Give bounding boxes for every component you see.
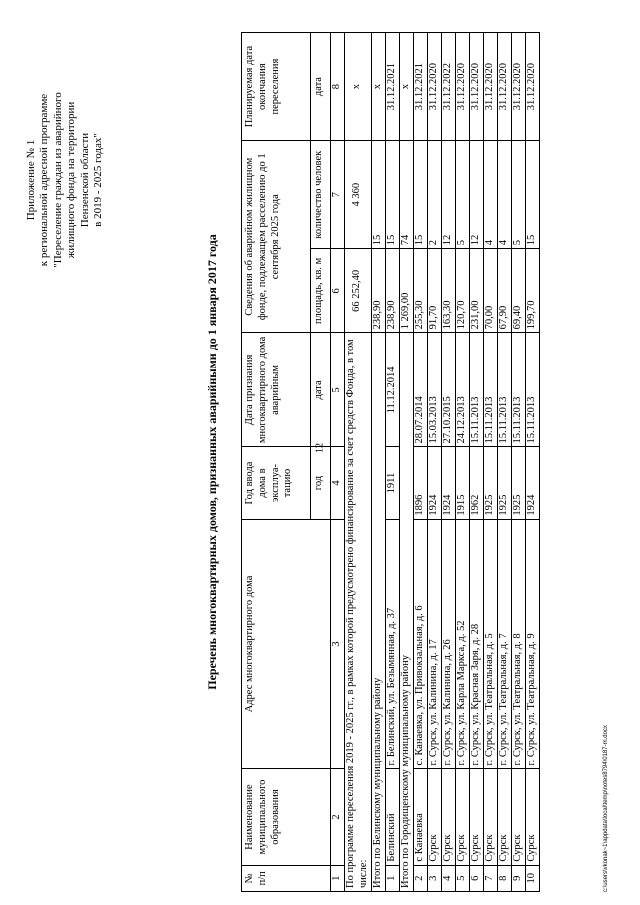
column-number: 3: [331, 519, 345, 769]
row-date: 15.11.2013: [483, 333, 497, 447]
subheader-recognition: дата: [310, 333, 330, 447]
row-people: 4: [497, 141, 511, 249]
belinsky-total-planned: х: [371, 33, 385, 141]
row-people: 15: [413, 141, 427, 249]
row-num: 1: [385, 865, 399, 891]
row-area: 67,90: [497, 249, 511, 333]
gorodishche-total-label: Итого по Городищенскому муниципальному району: [399, 333, 413, 892]
table-row: [427, 33, 441, 892]
row-municipality: Сурск: [497, 769, 511, 865]
row-people: 12: [441, 141, 455, 249]
row-date: 27.10.2015: [441, 333, 455, 447]
row-address: г. Сурск, ул. Красная Заря, д. 28: [469, 519, 483, 769]
row-area: 70,00: [483, 249, 497, 333]
header-recognition: Дата признания многоквартирного дома аварийным: [242, 333, 311, 447]
header-address: Адрес многоквартирного дома: [242, 519, 331, 769]
table-row: [385, 33, 399, 892]
row-area: 69,40: [511, 249, 525, 333]
program-total-people: 4 360: [345, 141, 372, 249]
program-total-planned: х: [345, 33, 372, 141]
row-municipality: с Канаевка: [413, 769, 427, 865]
row-planned: 31.12.2020: [455, 33, 469, 141]
row-year: 1925: [483, 447, 497, 519]
table-row: [413, 33, 427, 892]
table-row: [525, 33, 539, 892]
row-municipality: Белинский: [385, 769, 399, 865]
column-number: 6: [331, 249, 345, 333]
belinsky-total-area: 238,90: [371, 249, 385, 333]
row-address: г. Сурск, ул. Карла Маркса, д. 52: [455, 519, 469, 769]
header-num: № п/п: [242, 865, 331, 891]
houses-table: [241, 32, 540, 892]
column-number: 5: [331, 333, 345, 447]
row-area: 91,70: [427, 249, 441, 333]
table-row: [511, 33, 525, 892]
belinsky-total-label: Итого по Белинскому муниципальному району: [371, 333, 385, 892]
column-number: 4: [331, 447, 345, 519]
header-municipality: Наименование муниципального образования: [242, 769, 331, 865]
row-area: 231,00: [469, 249, 483, 333]
row-date: 15.11.2013: [497, 333, 511, 447]
row-area: 199,70: [525, 249, 539, 333]
page-number: 12: [314, 443, 326, 453]
row-address: г. Сурск, ул. Театральная, д. 7: [497, 519, 511, 769]
row-num: 3: [427, 865, 441, 891]
row-planned: 31.12.2021: [385, 33, 399, 141]
program-total-label: По программе переселения 2019 - 2025 гг., в рамках которой предусмотрено финансирование за счет средств Фонда, в том числе:: [345, 333, 372, 892]
row-year: 1915: [455, 447, 469, 519]
table-row: [497, 33, 511, 892]
row-date: 15.11.2013: [511, 333, 525, 447]
row-date: 28.07.2014: [413, 333, 427, 447]
belinsky-total-people: 15: [371, 141, 385, 249]
row-planned: 31.12.2020: [427, 33, 441, 141]
row-planned: 31.12.2020: [483, 33, 497, 141]
appendix-line: "Переселение граждан из аварийного: [51, 92, 64, 268]
subheader-year: год: [310, 447, 330, 519]
row-address: г. Сурск, ул. Калинина, д. 17: [427, 519, 441, 769]
row-planned: 31.12.2022: [441, 33, 455, 141]
row-area: 163,30: [441, 249, 455, 333]
row-people: 4: [483, 141, 497, 249]
belinsky-total-row: [371, 33, 385, 892]
row-planned: 31.12.2020: [469, 33, 483, 141]
document-title: Перечень многоквартирных домов, признанных аварийными до 1 января 2017 года: [205, 234, 219, 690]
row-num: 2: [413, 865, 427, 891]
row-municipality: Сурск: [441, 769, 455, 865]
row-year: 1925: [511, 447, 525, 519]
row-num: 10: [525, 865, 539, 891]
gorodishche-total-people: 74: [399, 141, 413, 249]
row-num: 7: [483, 865, 497, 891]
row-date: 15.03.2013: [427, 333, 441, 447]
program-total-row: [345, 33, 372, 892]
row-num: 9: [511, 865, 525, 891]
row-year: 1896: [413, 447, 427, 519]
column-number: 2: [331, 769, 345, 865]
table-row: [441, 33, 455, 892]
row-people: 5: [455, 141, 469, 249]
row-address: с. Канаевка, ул. Привокзальная, д. 6: [413, 519, 427, 769]
row-num: 5: [455, 865, 469, 891]
row-area: 238,90: [385, 249, 399, 333]
row-planned: 31.12.2020: [511, 33, 525, 141]
column-number: 7: [331, 141, 345, 249]
header-housing-info: Сведения об аварийном жилищном фонде, подлежащем расселению до 1 сентября 2025 года: [242, 141, 311, 333]
row-municipality: Сурск: [511, 769, 525, 865]
subheader-planned: дата: [310, 33, 330, 141]
appendix-block: [25, 40, 105, 320]
row-planned: 31.12.2020: [497, 33, 511, 141]
rotated-page-content: [15, 32, 615, 892]
row-address: г. Сурск, ул. Театральная, д. 9: [525, 519, 539, 769]
appendix-line: в 2019 - 2025 годах": [92, 133, 105, 227]
row-year: 1924: [427, 447, 441, 519]
header-planned-date: Планируемая дата окончания переселения: [242, 33, 311, 141]
row-area: 255,30: [413, 249, 427, 333]
row-municipality: Сурск: [483, 769, 497, 865]
subheader-people: количество человек: [310, 141, 330, 249]
row-num: 8: [497, 865, 511, 891]
footer-file-path: c:\users\vkonak~1\appdata\local\temp\notes8794\0187-m.docx: [603, 725, 609, 892]
table-row: [469, 33, 483, 892]
appendix-line: жилищного фонда на территории: [65, 101, 78, 259]
row-year: 1924: [525, 447, 539, 519]
appendix-line: к региональной адресной программе: [38, 93, 51, 267]
row-date: 15.11.2013: [525, 333, 539, 447]
subheader-area: площадь, кв. м: [310, 249, 330, 333]
program-total-area: 66 252,40: [345, 249, 372, 333]
row-municipality: Сурск: [455, 769, 469, 865]
gorodishche-total-planned: х: [399, 33, 413, 141]
row-year: 1925: [497, 447, 511, 519]
row-num: 4: [441, 865, 455, 891]
row-area: 120,70: [455, 249, 469, 333]
row-people: 15: [385, 141, 399, 249]
header-year: Год ввода дома в эксплуа-тацию: [242, 447, 311, 519]
table-row: [483, 33, 497, 892]
row-municipality: Сурск: [525, 769, 539, 865]
table-header-row: [242, 33, 311, 892]
row-municipality: Сурск: [469, 769, 483, 865]
appendix-line: Приложение № 1: [25, 139, 37, 221]
gorodishche-total-area: 1 269,00: [399, 249, 413, 333]
row-people: 12: [469, 141, 483, 249]
appendix-line: Пензенской области: [78, 132, 91, 228]
row-num: 6: [469, 865, 483, 891]
row-date: 11.12.2014: [385, 333, 399, 447]
column-number: 8: [331, 33, 345, 141]
row-address: г. Белинский, ул. Безымянная, д. 37: [385, 519, 399, 769]
row-planned: 31.12.2021: [413, 33, 427, 141]
row-year: 1911: [385, 447, 399, 519]
row-address: г. Сурск, ул. Калинина, д. 26: [441, 519, 455, 769]
row-planned: 31.12.2020: [525, 33, 539, 141]
column-number-row: [331, 33, 345, 892]
column-number: 1: [331, 865, 345, 891]
row-people: 2: [427, 141, 441, 249]
row-year: 1924: [441, 447, 455, 519]
row-year: 1962: [469, 447, 483, 519]
row-date: 15.11.2013: [469, 333, 483, 447]
row-people: 5: [511, 141, 525, 249]
gorodishche-total-row: [399, 33, 413, 892]
row-address: г. Сурск, ул. Театральная, д. 5: [483, 519, 497, 769]
row-municipality: Сурск: [427, 769, 441, 865]
row-address: г. Сурск, ул. Театральная, д. 8: [511, 519, 525, 769]
table-row: [455, 33, 469, 892]
row-people: 15: [525, 141, 539, 249]
row-date: 24.12.2013: [455, 333, 469, 447]
